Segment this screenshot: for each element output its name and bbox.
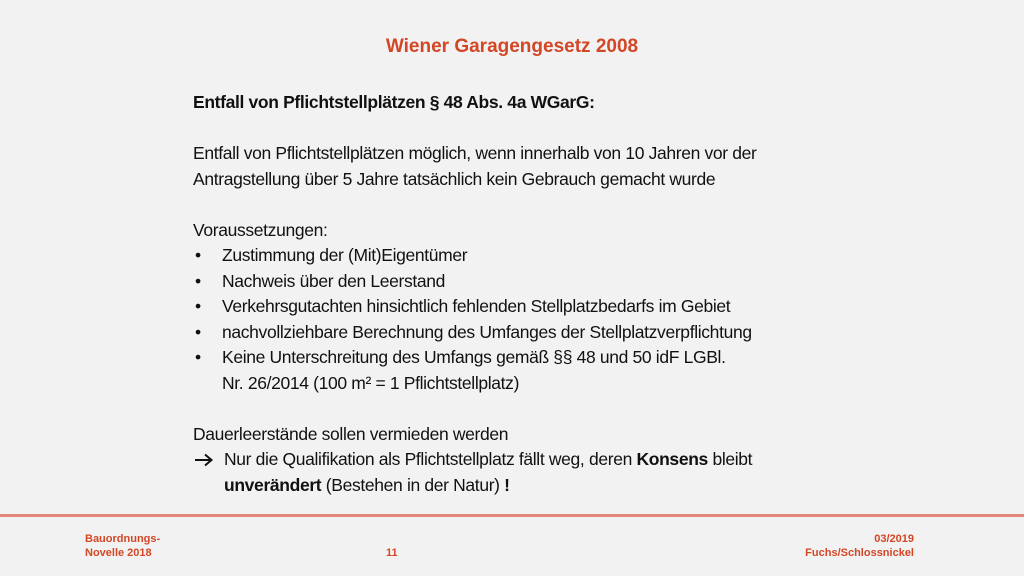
intro-line-1: Entfall von Pflichtstellplätzen möglich, wenn innerhalb von 10 Jahren vor der	[193, 143, 757, 163]
page-number: 11	[386, 547, 398, 559]
conclusion-text: Nur die Qualifikation als Pflichtstellplatz fällt weg, deren	[224, 449, 637, 469]
conclusion-text: bleibt	[707, 449, 753, 469]
conclusion-emphasis-unchanged: unverändert	[224, 474, 322, 495]
footer-divider	[0, 514, 1024, 517]
list-item	[193, 345, 833, 396]
spacer	[193, 192, 833, 218]
footer-left-line-2: Novelle 2018	[85, 547, 152, 559]
slide-content	[193, 90, 833, 498]
intro-line-2: Antragstellung über 5 Jahre tatsächlich kein Gebrauch gemacht wurde	[193, 168, 716, 189]
footer-date: 03/2019	[874, 533, 914, 545]
closing-statement: Dauerleerstände sollen vermieden werden	[193, 423, 509, 444]
bullet-icon: •	[195, 296, 201, 316]
footer-left	[85, 532, 160, 560]
conclusion-emphasis-consent: Konsens	[636, 449, 708, 469]
prerequisites-label: Voraussetzungen:	[193, 219, 328, 240]
exclamation-mark: !	[504, 474, 510, 495]
footer-right	[805, 532, 914, 560]
list-item-continuation: Nr. 26/2014 (100 m² = 1 Pflichtstellplatz)	[222, 372, 520, 393]
bullet-icon: •	[195, 270, 201, 291]
list-item-text: Verkehrsgutachten hinsichtlich fehlenden Stellplatzbedarfs im Gebiet	[222, 296, 731, 316]
slide-title: Wiener Garagengesetz 2008	[385, 36, 639, 57]
spacer	[193, 396, 833, 422]
list-item-text: Nachweis über den Leerstand	[222, 270, 446, 291]
list-item-text: nachvollziehbare Berechnung des Umfanges der Stellplatzverpflichtung	[222, 321, 752, 342]
list-item-text: Keine Unterschreitung des Umfangs gemäß §§ 48 und 50 idF LGBl.	[222, 347, 726, 367]
list-item	[193, 320, 833, 346]
right-arrow-icon	[194, 453, 214, 467]
bullet-icon: •	[195, 321, 201, 342]
conclusion	[193, 447, 833, 498]
list-item	[193, 243, 833, 269]
conclusion-text: (Bestehen in der Natur)	[321, 474, 505, 495]
bullet-icon: •	[195, 347, 201, 367]
prerequisites-list	[193, 243, 833, 396]
footer-authors: Fuchs/Schlossnickel	[805, 547, 914, 559]
list-item	[193, 294, 833, 320]
spacer	[193, 116, 833, 142]
list-item-text: Zustimmung der (Mit)Eigentümer	[222, 245, 468, 265]
bullet-icon: •	[195, 245, 201, 265]
list-item	[193, 269, 833, 295]
footer-left-line-1: Bauordnungs-	[85, 533, 161, 545]
section-heading: Entfall von Pflichtstellplätzen § 48 Abs. 4a WGarG:	[193, 92, 595, 112]
